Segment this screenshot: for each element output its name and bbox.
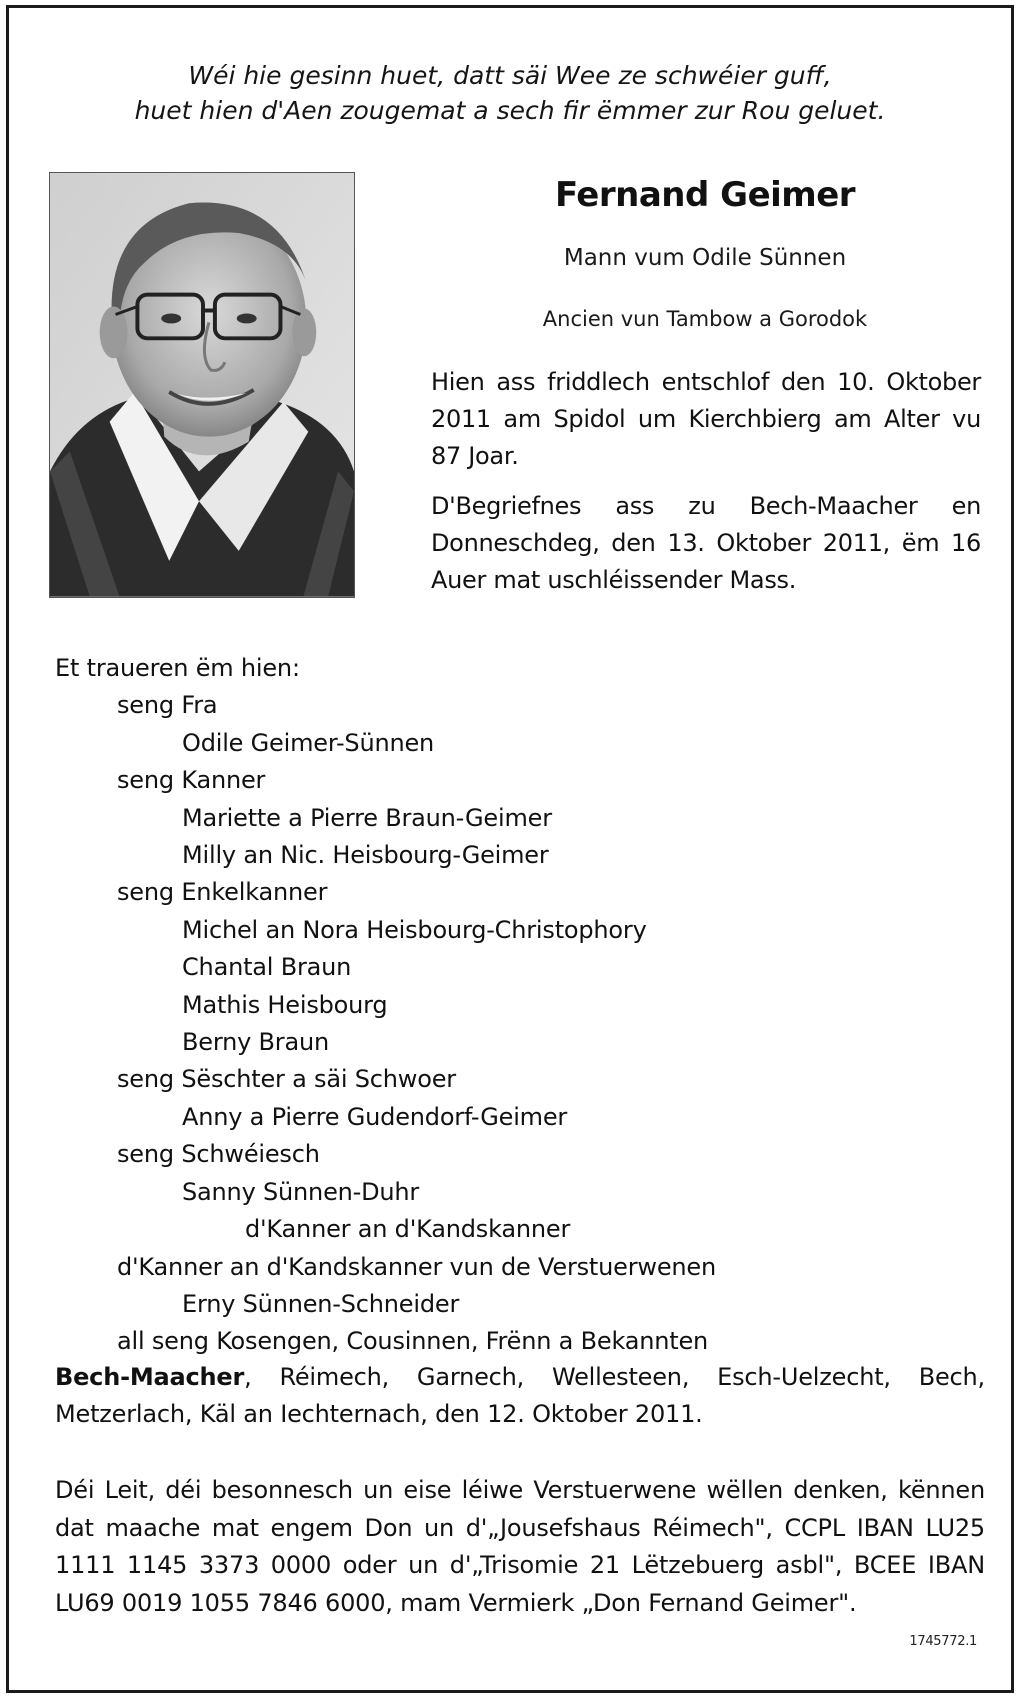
place-rest: , Réimech, Garnech, Wellesteen, Esch-Uelzecht, Bech, Metzerlach, Käl an Iechternach, den 12. Oktober 2011. — [55, 1363, 985, 1428]
mourner-line: seng Schwéiesch — [117, 1140, 320, 1169]
mourner-line: seng Fra — [117, 691, 218, 720]
mourners-intro: Et traueren ëm hien: — [55, 654, 300, 682]
motto-line-1: Wéi hie gesinn huet, datt säi Wee ze schwéier guff, — [188, 61, 832, 90]
mourner-line: seng Sëschter a säi Schwoer — [117, 1065, 456, 1094]
mourner-line: Chantal Braun — [182, 953, 352, 982]
mourner-lines — [55, 687, 995, 1360]
mourner-line: Milly an Nic. Heisbourg-Geimer — [182, 841, 549, 870]
obituary-notice — [6, 5, 1014, 1693]
portrait-illustration — [50, 173, 354, 597]
mourners-list — [55, 650, 995, 1361]
motto-line-2: huet hien d'Aen zougemat a sech fir ëmmer zur Rou geluet. — [134, 96, 886, 125]
place-date-line — [55, 1359, 985, 1433]
funeral-announcement: D'Begriefnes ass zu Bech-Maacher en Donneschdeg, den 13. Oktober 2011, ëm 16 Auer mat uschléissender Mass. — [431, 492, 981, 594]
deceased-name: Fernand Geimer — [554, 175, 856, 215]
mourner-line: seng Kanner — [117, 766, 266, 795]
mourner-line: Anny a Pierre Gudendorf-Geimer — [182, 1102, 568, 1131]
mourner-line: Mariette a Pierre Braun-Geimer — [182, 803, 552, 832]
mourner-line: Mathis Heisbourg — [182, 990, 388, 1019]
mourner-line: d'Kanner an d'Kandskanner — [245, 1215, 571, 1244]
donation-request: Déi Leit, déi besonnesch un eise léiwe Verstuerwene wëllen denken, kënnen dat maache mat engem Don un d'„Jousefshaus Réimech", CCPL IBAN LU25 1111 1145 3373 0000 oder un d'„Trisomie 21 Lëtzebuerg asbl", BCEE IBAN LU69 0019 1055 7846 6000, mam Vermierk „Don Fernand Geimer". — [55, 1476, 985, 1617]
spouse-line: Mann vum Odile Sünnen — [563, 245, 847, 271]
portrait-photo — [49, 172, 355, 598]
reference-number: 1745772.1 — [909, 1634, 977, 1649]
mourner-line: Erny Sünnen-Schneider — [182, 1289, 460, 1318]
place-lead: Bech-Maacher — [55, 1363, 245, 1391]
mourner-line: all seng Kosengen, Cousinnen, Frënn a Bekannten — [117, 1327, 709, 1356]
mourner-line: Sanny Sünnen-Duhr — [182, 1177, 420, 1206]
death-announcement: Hien ass friddlech entschlof den 10. Oktober 2011 am Spidol um Kierchbierg am Alter vu 87 Joar. — [431, 368, 981, 470]
mourner-line: Odile Geimer-Sünnen — [182, 728, 435, 757]
affiliation-line: Ancien vun Tambow a Gorodok — [542, 307, 868, 331]
motto-quote — [9, 58, 1011, 128]
mourner-line: d'Kanner an d'Kandskanner vun de Verstuerwenen — [117, 1252, 716, 1281]
mourner-line: Berny Braun — [182, 1028, 329, 1057]
mourner-line: seng Enkelkanner — [117, 878, 328, 907]
mourner-line: Michel an Nora Heisbourg-Christophory — [182, 915, 647, 944]
